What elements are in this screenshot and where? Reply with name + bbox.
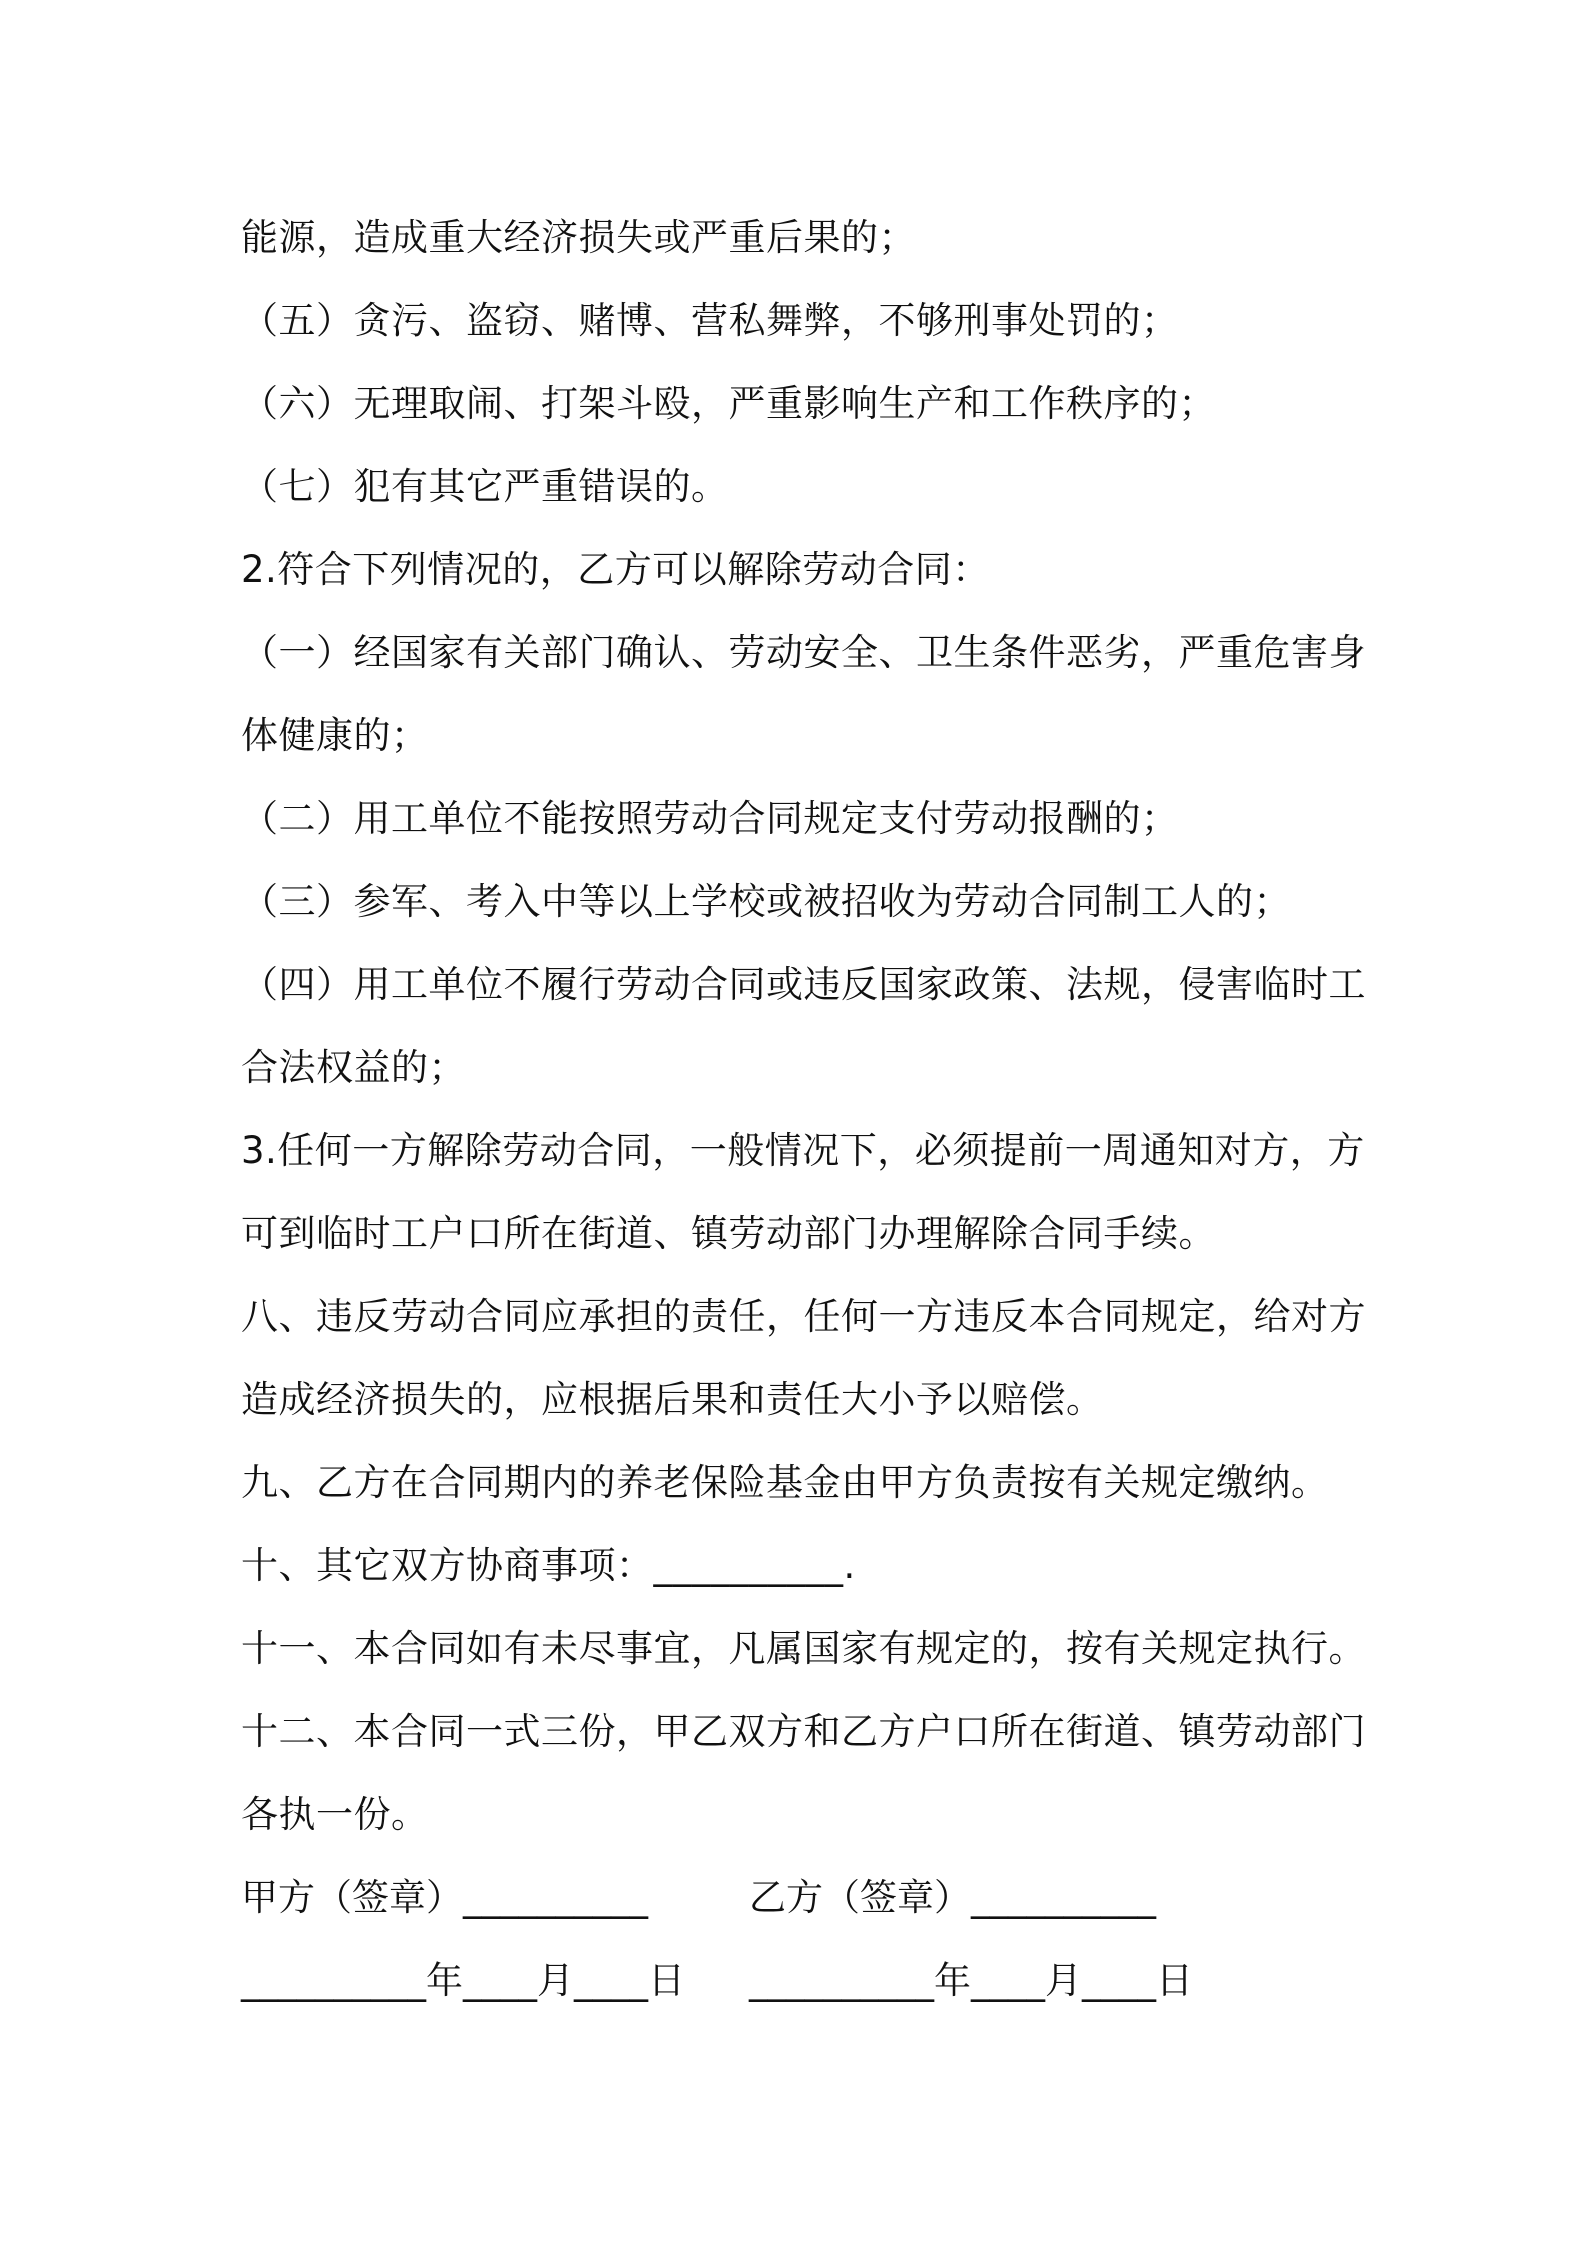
text-line: （六）无理取闹、打架斗殴，严重影响生产和工作秩序的； bbox=[241, 382, 1216, 425]
text-line: 可到临时工户口所在街道、镇劳动部门办理解除合同手续。 bbox=[241, 1212, 1216, 1255]
text-line: （三）参军、考入中等以上学校或被招收为劳动合同制工人的； bbox=[241, 880, 1291, 923]
text-line: （七）犯有其它严重错误的。 bbox=[241, 465, 729, 508]
text-line: 3.任何一方解除劳动合同，一般情况下，必须提前一周通知对方，方 bbox=[241, 1129, 1365, 1172]
text-line: 体健康的； bbox=[241, 714, 429, 757]
text-line: 能源，造成重大经济损失或严重后果的； bbox=[241, 216, 916, 259]
text-line: 十二、本合同一式三份，甲乙双方和乙方户口所在街道、镇劳动部门 bbox=[241, 1710, 1366, 1753]
text-line: （一）经国家有关部门确认、劳动安全、卫生条件恶劣，严重危害身 bbox=[241, 631, 1366, 674]
text-line: 造成经济损失的，应根据后果和责任大小予以赔偿。 bbox=[241, 1378, 1104, 1421]
date-row bbox=[241, 1939, 1361, 2022]
document-body bbox=[241, 196, 1366, 2022]
text-line: 十一、本合同如有未尽事宜，凡属国家有规定的，按有关规定执行。 bbox=[241, 1627, 1366, 1670]
party-a-date: __________年____月____日 bbox=[241, 1959, 685, 2002]
text-line: 合法权益的； bbox=[241, 1046, 466, 1089]
text-line: 八、违反劳动合同应承担的责任，任何一方违反本合同规定，给对方 bbox=[241, 1295, 1366, 1338]
text-line: 各执一份。 bbox=[241, 1793, 429, 1836]
party-b-date: __________年____月____日 bbox=[749, 1959, 1193, 2002]
text-line: 十、其它双方协商事项：__________. bbox=[241, 1544, 856, 1587]
text-line: （四）用工单位不履行劳动合同或违反国家政策、法规，侵害临时工 bbox=[241, 963, 1366, 1006]
text-line: 2.符合下列情况的，乙方可以解除劳动合同： bbox=[241, 548, 990, 591]
party-b-signature: 乙方（签章）__________ bbox=[749, 1876, 1156, 1919]
text-line: （二）用工单位不能按照劳动合同规定支付劳动报酬的； bbox=[241, 797, 1179, 840]
text-line: （五）贪污、盗窃、赌博、营私舞弊，不够刑事处罚的； bbox=[241, 299, 1179, 342]
text-line: 九、乙方在合同期内的养老保险基金由甲方负责按有关规定缴纳。 bbox=[241, 1461, 1329, 1504]
signature-row bbox=[241, 1856, 1361, 1939]
party-a-signature: 甲方（签章）__________ bbox=[241, 1876, 648, 1919]
